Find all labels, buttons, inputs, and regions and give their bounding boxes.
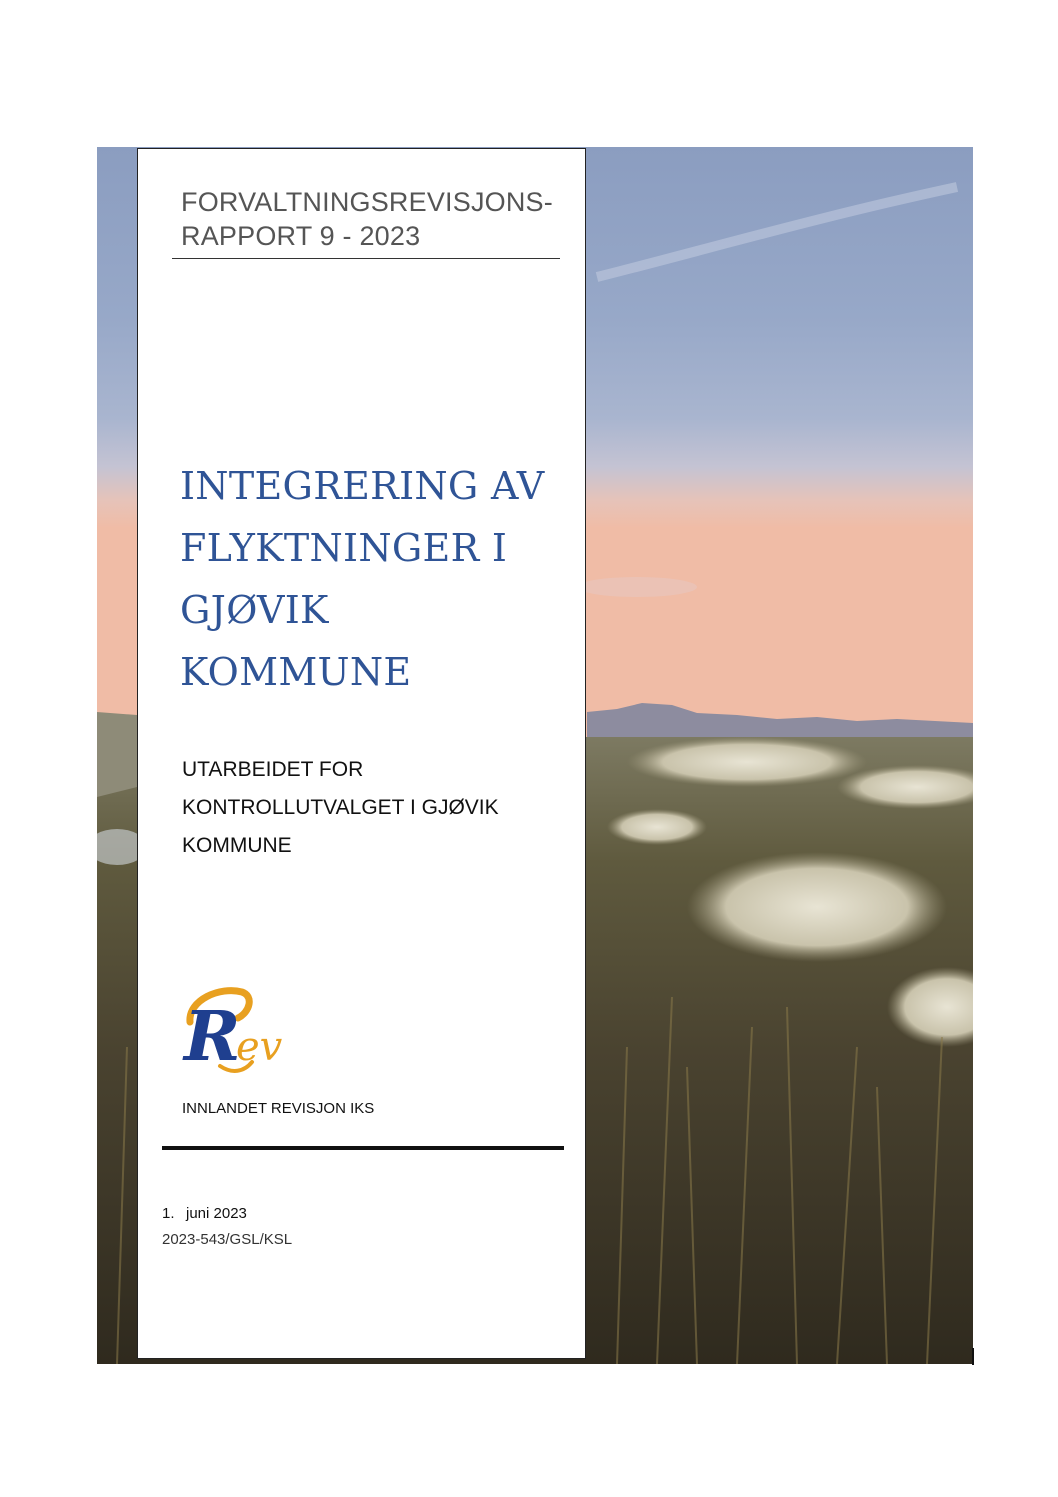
- report-type-heading: [181, 185, 571, 253]
- title-line-4: KOMMUNE: [180, 650, 412, 694]
- date-text: juni 2023: [186, 1205, 247, 1222]
- subtitle-line-2: KONTROLLUTVALGET I GJØVIK: [182, 796, 499, 819]
- report-subtitle: [182, 751, 562, 865]
- date-number: 1.: [162, 1205, 175, 1222]
- report-date: [162, 1205, 247, 1222]
- svg-text:ev: ev: [236, 1024, 283, 1070]
- rev-logo-icon: [180, 982, 310, 1082]
- crop-mark: [972, 1348, 974, 1365]
- report-type-line-2: RAPPORT 9 - 2023: [181, 221, 421, 251]
- organization-name: INNLANDET REVISJON IKS: [182, 1100, 375, 1117]
- reference-number: 2023-543/GSL/KSL: [162, 1231, 293, 1248]
- title-line-3: GJØVIK: [180, 588, 329, 632]
- title-line-1: INTEGRERING AV: [180, 464, 545, 508]
- report-type-line-1: FORVALTNINGSREVISJONS-: [181, 187, 553, 217]
- subtitle-line-3: KOMMUNE: [182, 834, 292, 857]
- report-title: [180, 455, 570, 703]
- title-line-2: FLYKTNINGER I: [180, 526, 508, 570]
- heading-divider: [172, 258, 560, 259]
- cover-text-panel: [137, 148, 586, 1359]
- subtitle-line-1: UTARBEIDET FOR: [182, 758, 364, 781]
- svg-text:R: R: [184, 997, 241, 1077]
- footer-divider: [162, 1146, 564, 1150]
